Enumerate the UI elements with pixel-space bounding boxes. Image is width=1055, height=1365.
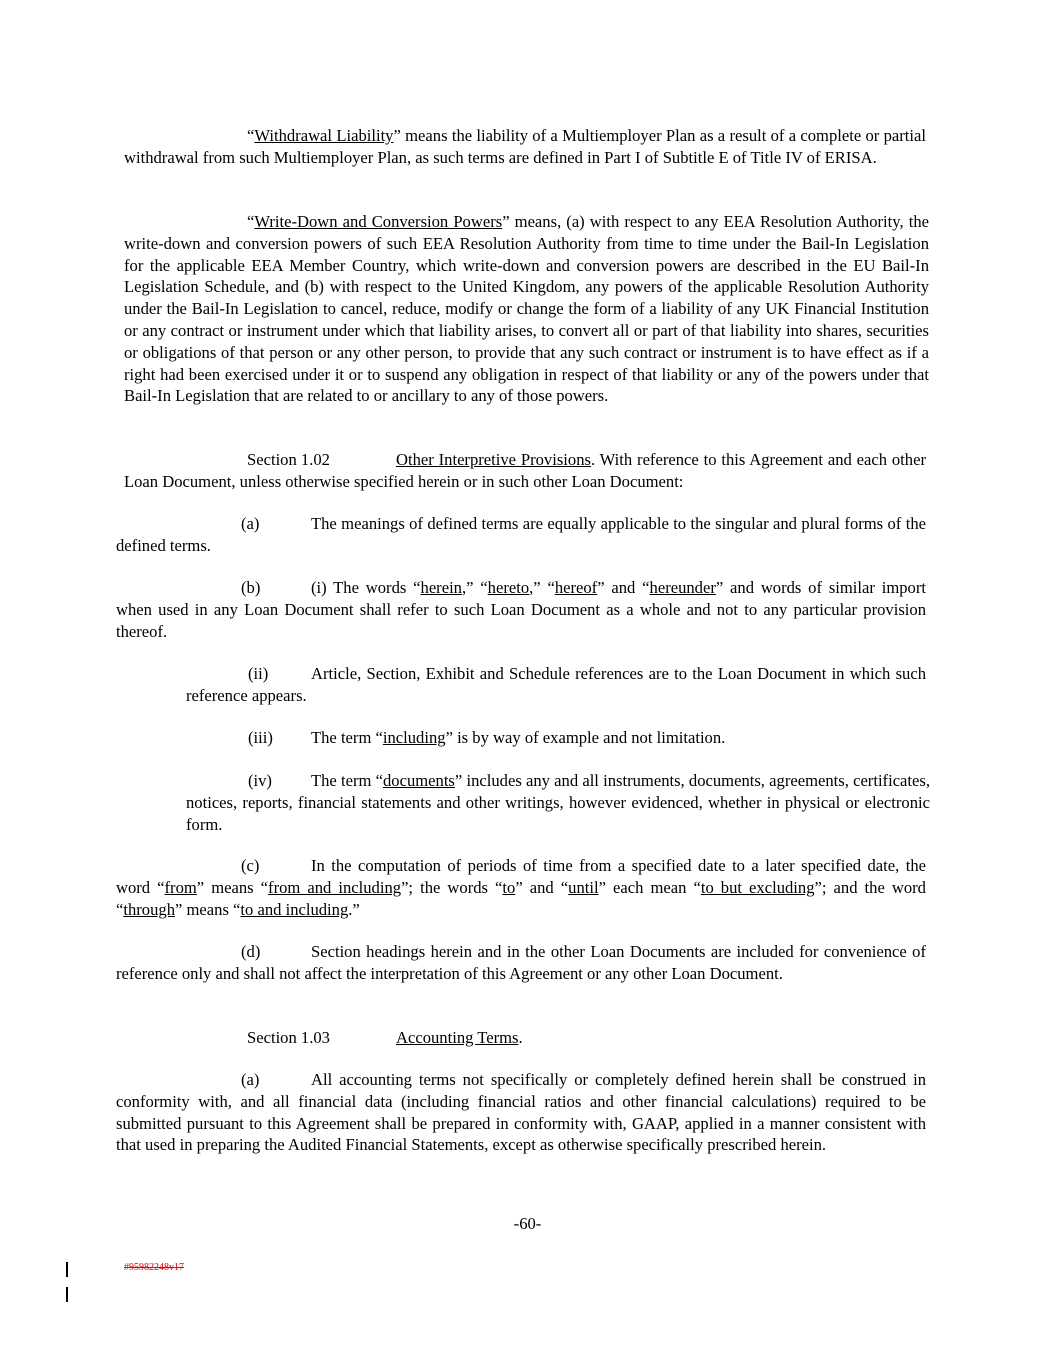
definition-write-down-powers: “Write-Down and Conversion Powers” means, (a) with respect to any EEA Resolution Authority, the write-down and conversion powers of such EEA Resolution Authority from time to time under the Bail-In Legislation for the applicable EEA Member Country, which write-down and conversion powers are described in the EU Bail-In Legislation Schedule, and (b) with respect to the United Kingdom, any powers of the applicable Resolution Authority under the Bail-In Legislation to cancel, reduce, modify or change the form of a liability of any UK Financial Institution or any contract or instrument under which that liability arises, to convert all or part of that liability into shares, securities or obligations of that person or any other person, to provide that any such contract or instrument is to have effect as if a right had been exercised under it or to suspend any obligation in respect of that liability or any of the powers under that Bail-In Legislation that are related to or ancillary to any of those powers. (124, 212, 930, 406)
clause-b-iv: (iv) The term “documents” includes any and all instruments, documents, agreements, certificates, notices, reports, financial statements and other writings, however evidenced, whether in physical or electronic form. (186, 771, 931, 834)
clause-c: (c) In the computation of periods of time from a specified date to a later specified date, the word “from” means “from and including”; the words “to” and “until” each mean “to but excluding”; and the word “through” means “to and including.” (116, 856, 926, 919)
definition-withdrawal-liability: “Withdrawal Liability” means the liability of a Multiemployer Plan as a result of a complete or partial withdrawal from such Multiemployer Plan, as such terms are defined in Part I of Subtitle E of Title IV of ERISA. (124, 126, 926, 167)
section-number: Section 1.02 (247, 450, 330, 469)
clause-label: (a) (241, 514, 260, 533)
clause-label: (iv) (248, 771, 272, 790)
clause-label: (iii) (248, 728, 273, 747)
page-number: -60- (513, 1214, 542, 1233)
section-1-02: Section 1.02 Other Interpretive Provisions. With reference to this Agreement and each other Loan Document, unless otherwise specified herein or in such other Loan Document: (124, 450, 926, 491)
clause-label: (b) (241, 578, 261, 597)
change-bar (66, 1287, 68, 1302)
change-bar (66, 1262, 68, 1277)
clause-label: (a) (241, 1070, 260, 1089)
defined-term: Write-Down and Conversion Powers (254, 212, 503, 231)
clause-label: (d) (241, 942, 261, 961)
section-heading: Accounting Terms (396, 1028, 519, 1047)
section-heading: Other Interpretive Provisions (396, 450, 591, 469)
clause-label: (ii) (248, 664, 269, 683)
document-id: #95982248v17 (124, 1262, 184, 1273)
section-1-03-clause-a: (a) All accounting terms not specifically or completely defined herein shall be construed in conformity with, and all financial data (including financial ratios and other financial calculations) required to be submitted pursuant to this Agreement shall be prepared in conformity with, GAAP, applied in a manner consistent with that used in preparing the Audited Financial Statements, except as otherwise specifically prescribed herein. (116, 1070, 926, 1155)
clause-b-ii: (ii) Article, Section, Exhibit and Schedule references are to the Loan Document in which such reference appears. (186, 664, 926, 705)
clause-b: (b) (i) The words “herein,” “hereto,” “hereof” and “hereunder” and words of similar import when used in any Loan Document shall refer to such Loan Document as a whole and not to any particular provision thereof. (116, 578, 926, 641)
defined-term: Withdrawal Liability (254, 126, 394, 145)
clause-label: (c) (241, 856, 260, 875)
section-number: Section 1.03 (247, 1028, 330, 1047)
clause-a: (a) The meanings of defined terms are equally applicable to the singular and plural forms of the defined terms. (116, 514, 926, 555)
clause-d: (d) Section headings herein and in the other Loan Documents are included for convenience of reference only and shall not affect the interpretation of this Agreement or any other Loan Document. (116, 942, 926, 983)
clause-b-iii: (iii) The term “including” is by way of example and not limitation. (248, 728, 726, 747)
section-1-03: Section 1.03 Accounting Terms. (247, 1028, 523, 1047)
